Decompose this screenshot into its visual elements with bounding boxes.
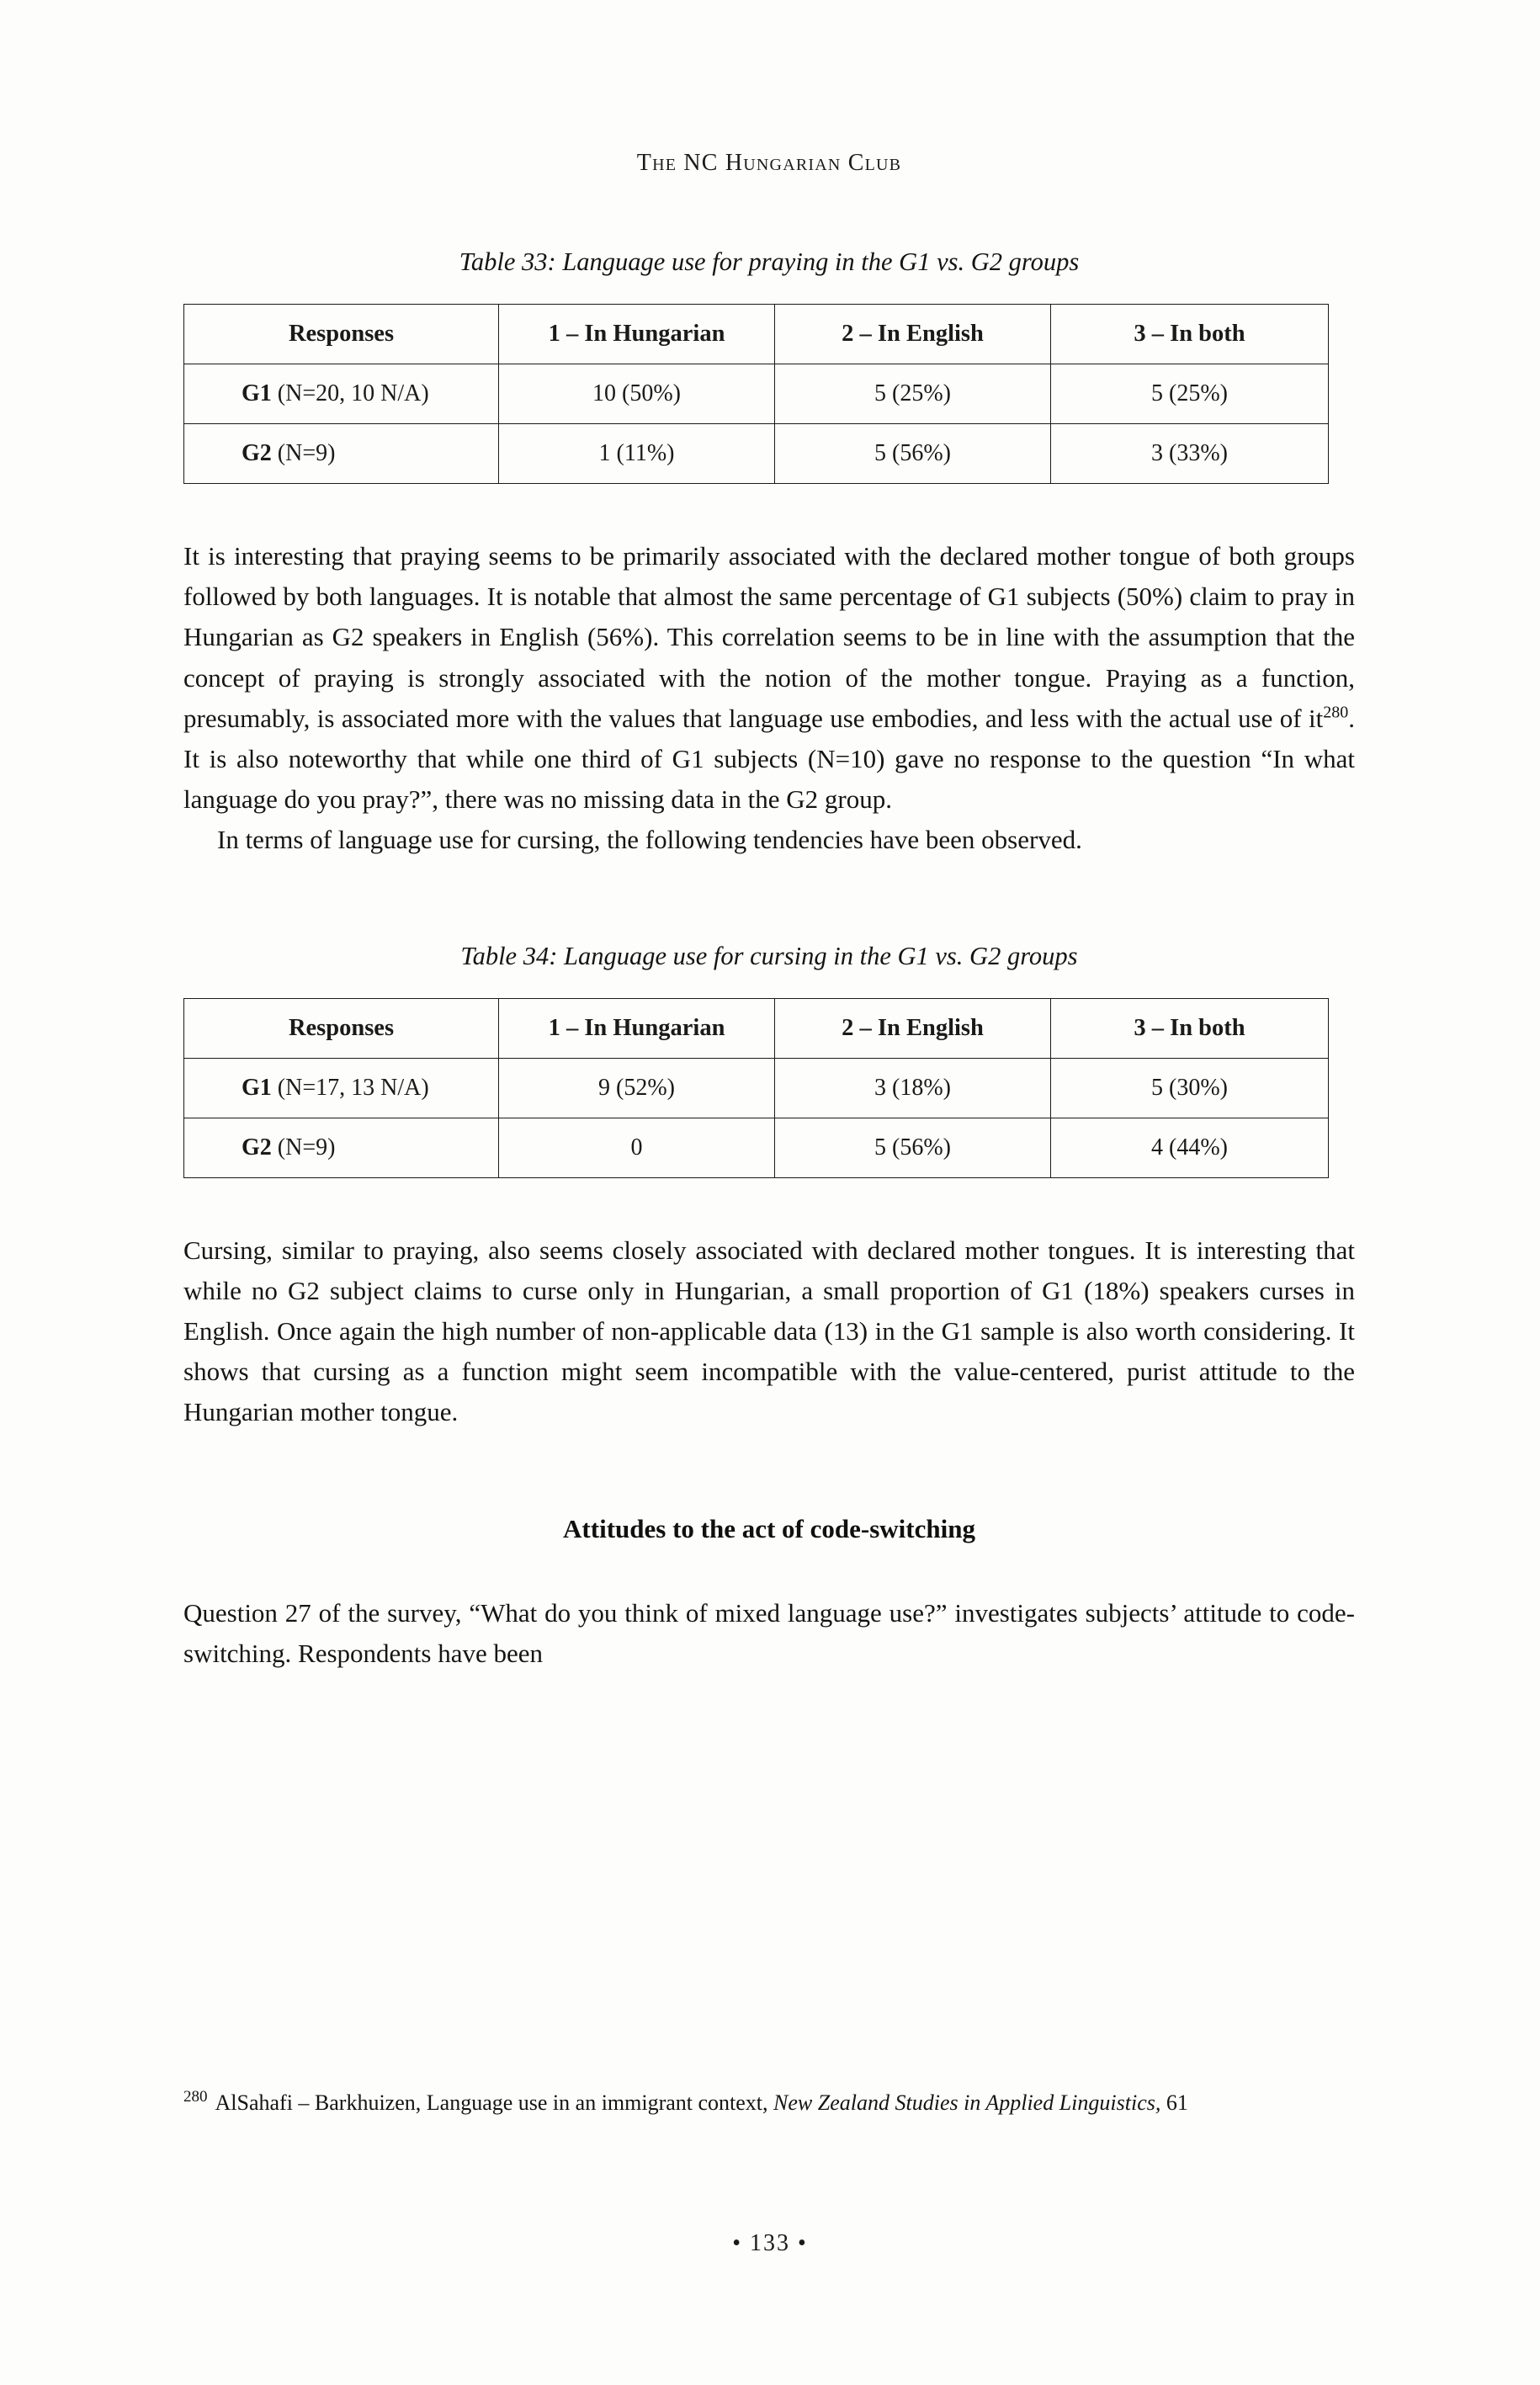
table-33-header-responses: Responses bbox=[184, 305, 499, 364]
table-33 bbox=[183, 304, 1329, 484]
row-label-rest: (N=9) bbox=[271, 440, 336, 466]
page-number: • 133 • bbox=[732, 2230, 808, 2256]
row-label-bold: G1 bbox=[242, 380, 272, 406]
spacer bbox=[183, 1544, 1355, 1593]
footnote-number: 280 bbox=[183, 2088, 208, 2106]
table-row bbox=[184, 998, 1329, 1058]
table-33-cell: 3 (33%) bbox=[1051, 424, 1329, 484]
footnote-text-after: 61 bbox=[1160, 2090, 1188, 2115]
table-33-cell: 1 (11%) bbox=[499, 424, 775, 484]
row-label-bold: G1 bbox=[242, 1074, 272, 1101]
table-34-header-both: 3 – In both bbox=[1051, 998, 1329, 1058]
table-33-header-both: 3 – In both bbox=[1051, 305, 1329, 364]
table-34-cell: 5 (30%) bbox=[1051, 1058, 1329, 1118]
table-row bbox=[184, 364, 1329, 424]
table-34-row-label-g2 bbox=[184, 1118, 499, 1177]
table-33-row-label-g1 bbox=[184, 364, 499, 424]
table-34-cell: 0 bbox=[499, 1118, 775, 1177]
table-row bbox=[184, 1058, 1329, 1118]
table-34-cell: 4 (44%) bbox=[1051, 1118, 1329, 1177]
table-34 bbox=[183, 998, 1329, 1178]
table-33-header-hungarian: 1 – In Hungarian bbox=[499, 305, 775, 364]
table-34-header-english: 2 – In English bbox=[775, 998, 1051, 1058]
table-34-caption: Table 34: Language use for cursing in the G1 vs. G2 groups bbox=[460, 941, 1078, 970]
footnote-marker-280[interactable]: 280 bbox=[1323, 703, 1349, 722]
table-34-header-responses: Responses bbox=[184, 998, 499, 1058]
page-content bbox=[183, 0, 1355, 1674]
table-33-cell: 10 (50%) bbox=[499, 364, 775, 424]
paragraph-praying-discussion bbox=[183, 536, 1355, 820]
table-34-cell: 3 (18%) bbox=[775, 1058, 1051, 1118]
paragraph-text-part2: . It is also noteworthy that while one third of G1 subjects (N=10) gave no response to the question “In what language do you pray?”, there was no missing data in the G2 group. bbox=[183, 703, 1355, 815]
row-label-rest: (N=17, 13 N/A) bbox=[271, 1074, 429, 1101]
table-33-caption: Table 33: Language use for praying in the G1 vs. G2 groups bbox=[459, 247, 1080, 276]
table-33-row-label-g2 bbox=[184, 424, 499, 484]
row-label-bold: G2 bbox=[242, 440, 272, 466]
paragraph-text-part1: It is interesting that praying seems to be primarily associated with the declared mother tongue of both groups followed by both languages. It is notable that almost the same percentage of G1 subjects (50%) claim to pray in Hungarian as G2 speakers in English (56%). This correlation seems to be in line with the assumption that the concept of praying is strongly associated with the notion of the mother tongue. Praying as a function, presumably, is associated more with the values that language use embodies, and less with the actual use of it bbox=[183, 541, 1355, 733]
table-33-header-english: 2 – In English bbox=[775, 305, 1051, 364]
table-row bbox=[184, 424, 1329, 484]
section-heading-code-switching: Attitudes to the act of code-switching bbox=[563, 1513, 975, 1543]
running-head: The NC Hungarian Club bbox=[636, 150, 902, 176]
table-row bbox=[184, 305, 1329, 364]
row-label-rest: (N=20, 10 N/A) bbox=[271, 380, 429, 406]
table-34-row-label-g1 bbox=[184, 1058, 499, 1118]
table-row bbox=[184, 1118, 1329, 1177]
footnote-280 bbox=[183, 2087, 1355, 2119]
paragraph-cursing-discussion: Cursing, similar to praying, also seems closely associated with declared mother tongues. It is interesting that while no G2 subject claims to curse only in Hungarian, a small proportion of G1 (18%) speakers curses in English. Once again the high number of non-applicable data (13) in the G1 sample is also worth considering. It shows that cursing as a function might seem incompatible with the value-centered, purist attitude to the Hungarian mother tongue. bbox=[183, 1235, 1355, 1427]
footnote-area bbox=[183, 2087, 1355, 2119]
footnote-journal-title: New Zealand Studies in Applied Linguistics, bbox=[773, 2090, 1161, 2115]
footnote-text-before: AlSahafi – Barkhuizen, Language use in an immigrant context, bbox=[215, 2090, 774, 2115]
table-34-header-hungarian: 1 – In Hungarian bbox=[499, 998, 775, 1058]
paragraph-question-27: Question 27 of the survey, “What do you think of mixed language use?” investigates subjects’ attitude to code-switching. Respondents have been bbox=[183, 1597, 1355, 1668]
table-33-cell: 5 (25%) bbox=[775, 364, 1051, 424]
paragraph-cursing-intro: In terms of language use for cursing, the following tendencies have been observed. bbox=[217, 825, 1082, 855]
table-33-cell: 5 (56%) bbox=[775, 424, 1051, 484]
spacer bbox=[183, 1433, 1355, 1514]
table-34-cell: 5 (56%) bbox=[775, 1118, 1051, 1177]
row-label-rest: (N=9) bbox=[271, 1134, 336, 1161]
table-34-cell: 9 (52%) bbox=[499, 1058, 775, 1118]
row-label-bold: G2 bbox=[242, 1134, 272, 1161]
table-33-cell: 5 (25%) bbox=[1051, 364, 1329, 424]
